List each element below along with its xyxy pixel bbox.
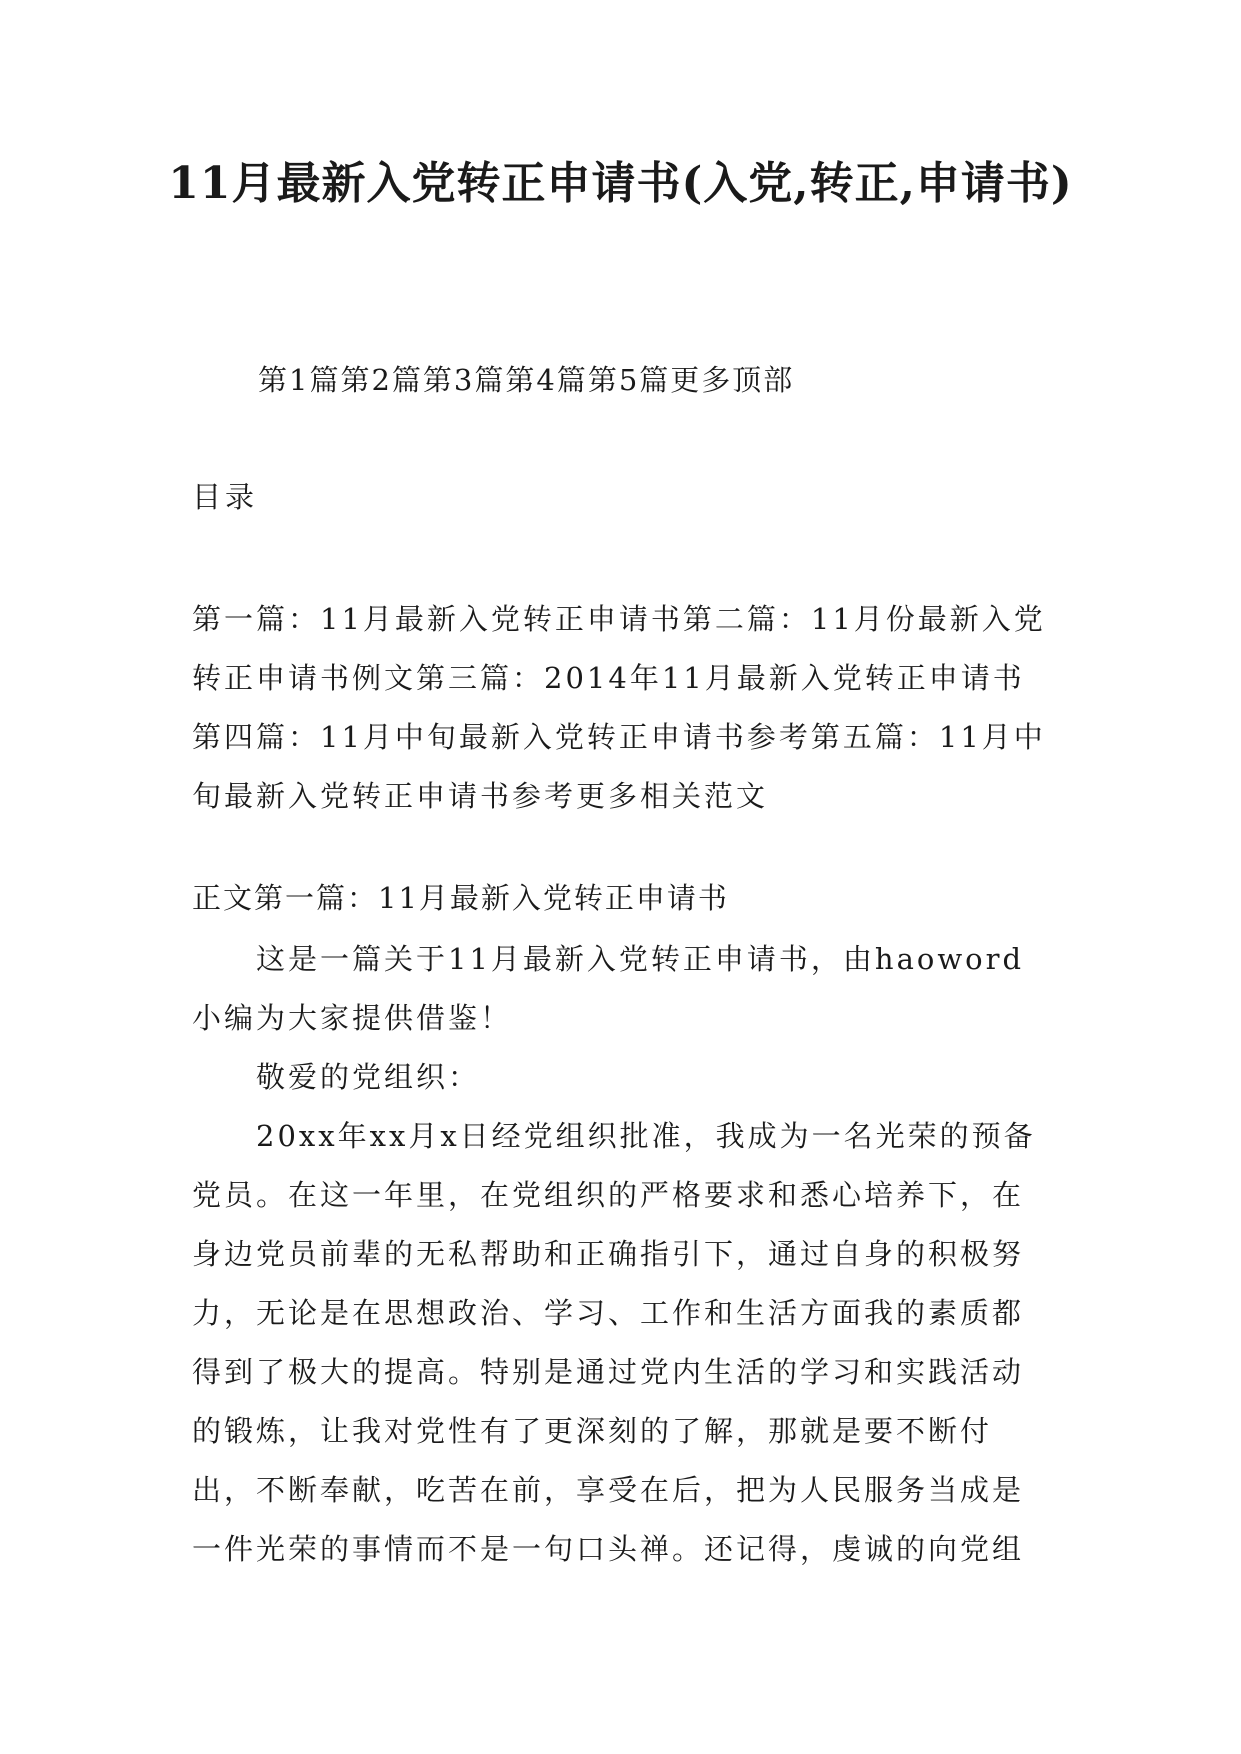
toc-heading: 目录 bbox=[192, 480, 259, 514]
toc-item-2[interactable]: 第二篇：11月份最新入党转正申请书例文 bbox=[192, 602, 1046, 695]
nav-link-article-1[interactable]: 第1篇 bbox=[258, 363, 341, 397]
document-title: 11月最新入党转正申请书(入党,转正,申请书) bbox=[168, 158, 1073, 209]
nav-link-article-5[interactable]: 第5篇 bbox=[587, 363, 671, 397]
article-nav bbox=[258, 358, 794, 402]
table-of-contents bbox=[192, 590, 1052, 826]
nav-link-article-4[interactable]: 第4篇 bbox=[505, 363, 588, 397]
toc-item-5[interactable]: 第五篇：11月中旬最新入党转正申请书参考 bbox=[192, 720, 1046, 813]
intro-paragraph: 这是一篇关于11月最新入党转正申请书，由haoword小编为大家提供借鉴！ bbox=[192, 942, 1025, 1035]
section-heading: 正文第一篇：11月最新入党转正申请书 bbox=[192, 881, 729, 915]
article-body bbox=[192, 930, 1052, 1579]
nav-link-more[interactable]: 更多 bbox=[670, 363, 733, 397]
nav-link-top[interactable]: 顶部 bbox=[732, 363, 795, 397]
nav-link-article-2[interactable]: 第2篇 bbox=[340, 363, 423, 397]
body-paragraph: 20xx年xx月x日经党组织批准，我成为一名光荣的预备党员。在这一年里，在党组织的严格要求和悉心培养下，在身边党员前辈的无私帮助和正确指引下，通过自身的积极努力，无论是在思想政治、学习、工作和生活方面我的素质都得到了极大的提高。特别是通过党内生活的学习和实践活动的锻炼，让我对党性有了更深刻的了解，那就是要不断付出，不断奉献，吃苦在前，享受在后，把为人民服务当成是一件光荣的事情而不是一句口头禅。还记得，虔诚的向党组 bbox=[192, 1119, 1036, 1566]
toc-item-4[interactable]: 第四篇：11月中旬最新入党转正申请书参考 bbox=[192, 720, 811, 754]
salutation: 敬爱的党组织： bbox=[256, 1060, 481, 1094]
toc-item-more[interactable]: 更多相关范文 bbox=[576, 779, 769, 813]
toc-item-1[interactable]: 第一篇：11月最新入党转正申请书 bbox=[192, 602, 683, 636]
toc-item-3[interactable]: 第三篇：2014年11月最新入党转正申请书 bbox=[416, 661, 1025, 695]
nav-link-article-3[interactable]: 第3篇 bbox=[422, 363, 506, 397]
